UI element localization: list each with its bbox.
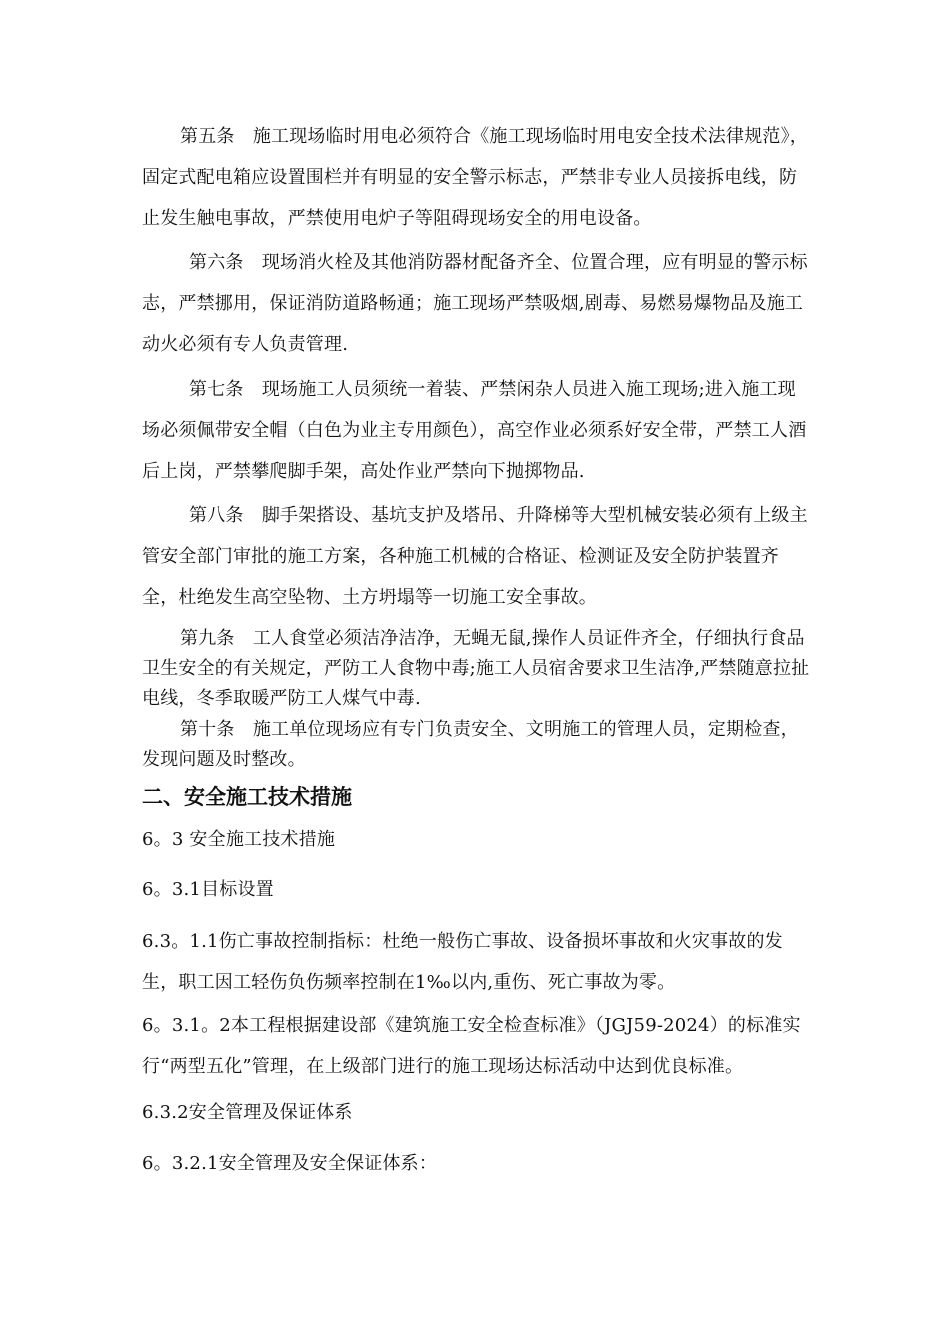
article-8-text: 脚手架搭设、基坑支护及塔吊、升降梯等大型机械安装必须有上级主管安全部门审批的施工方案，各种施工机械的合格证、检测证及安全防护装置齐全，杜绝发生高空坠物、土方坍塌等一切施工安全事故。 xyxy=(142,505,808,608)
article-8 xyxy=(142,495,812,618)
article-6-label: 第六条 xyxy=(189,252,244,273)
article-5-text: 施工现场临时用电必须符合《施工现场临时用电安全技术法律规范》，固定式配电箱应设置围栏并有明显的安全警示标志，严禁非专业人员接拆电线，防止发生触电事故，严禁使用电炉子等阻碍现场安全的用电设备。 xyxy=(142,126,809,229)
article-7-text: 现场施工人员须统一着装、严禁闲杂人员进入施工现场;进入施工现场必须佩带安全帽（白色为业主专用颜色），高空作业必须系好安全带，严禁工人酒后上岗，严禁攀爬脚手架，高处作业严禁向下抛掷物品. xyxy=(142,379,807,482)
item-6-3-1-2: 6。3.1。2本工程根据建设部《建筑施工安全检查标准》（JGJ59-2024）的标准实行“两型五化”管理，在上级部门进行的施工现场达标活动中达到优良标准。 xyxy=(142,1015,801,1077)
article-10 xyxy=(142,715,812,775)
article-5-label: 第五条 xyxy=(180,126,235,147)
item-6-3: 6。3 安全施工技术措施 xyxy=(142,829,336,850)
article-9 xyxy=(142,624,812,714)
item-6-3-2-1: 6。3.2.1安全管理及安全保证体系： xyxy=(142,1153,438,1174)
article-9-label: 第九条 xyxy=(180,628,235,649)
article-10-text: 施工单位现场应有专门负责安全、文明施工的管理人员，定期检查，发现问题及时整改。 xyxy=(142,719,799,770)
article-7 xyxy=(142,369,812,492)
article-5 xyxy=(142,116,812,239)
article-9-text: 工人食堂必须洁净洁净，无蝇无鼠,操作人员证件齐全，仔细执行食品卫生安全的有关规定，严防工人食物中毒;施工人员宿舍要求卫生洁净,严禁随意拉扯电线，冬季取暖严防工人煤气中毒. xyxy=(142,628,810,709)
section-heading: 二、安全施工技术措施 xyxy=(142,785,352,809)
article-6-text: 现场消火栓及其他消防器材配备齐全、位置合理，应有明显的警示标志，严禁挪用，保证消防道路畅通；施工现场严禁吸烟,剧毒、易燃易爆物品及施工动火必须有专人负责管理. xyxy=(142,252,808,355)
article-8-label: 第八条 xyxy=(189,505,244,526)
article-10-label: 第十条 xyxy=(180,719,235,740)
item-6-3-1: 6。3.1目标设置 xyxy=(142,879,274,900)
item-6-3-2: 6.3.2安全管理及保证体系 xyxy=(142,1102,353,1123)
item-6-3-1-1: 6.3。1.1伤亡事故控制指标：杜绝一般伤亡事故、设备损坏事故和火灾事故的发生，职工因工轻伤负伤频率控制在1‰以内,重伤、死亡事故为零。 xyxy=(142,931,783,993)
article-7-label: 第七条 xyxy=(189,379,244,400)
article-6 xyxy=(142,242,812,365)
